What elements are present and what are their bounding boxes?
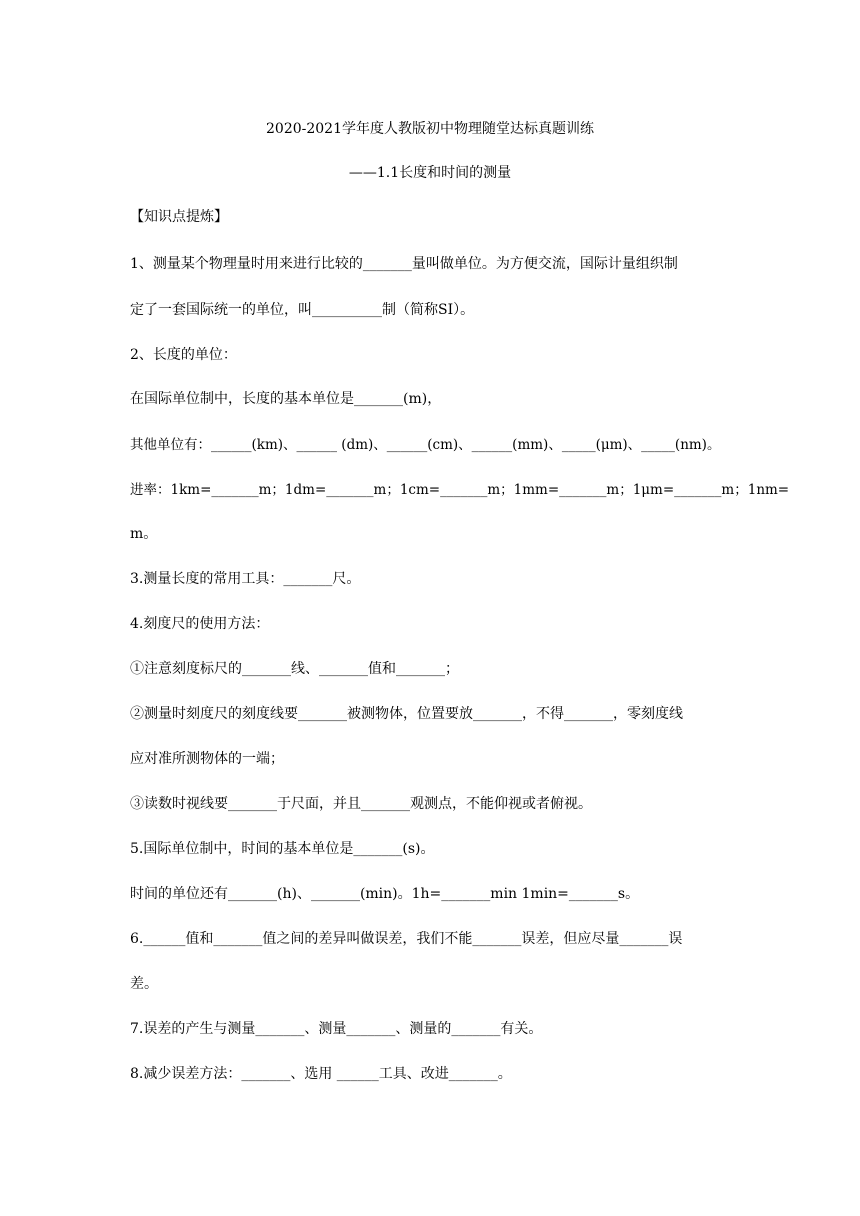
text-line: 2、长度的单位： — [130, 347, 237, 363]
text-line: 在国际单位制中，长度的基本单位是_______(m)， — [130, 391, 442, 407]
text-line: 差。 — [130, 976, 158, 992]
text-line: 进率：1km=_______m；1dm=_______m；1cm=_______m；1mm=_______m；1μm=_______m；1nm= — [130, 482, 790, 498]
text-line: 时间的单位还有_______(h)、_______(min)。1h=_______min 1min=_______s。 — [130, 886, 640, 902]
text-line: 1、测量某个物理量时用来进行比较的_______量叫做单位。为方便交流，国际计量组织制 — [130, 256, 678, 272]
text-line: m。 — [130, 526, 158, 542]
text-line: 8.减少误差方法：_______、选用 ______工具、改进_______。 — [130, 1066, 512, 1082]
text-line: ②测量时刻度尺的刻度线要_______被测物体，位置要放_______，不得_______，零刻度线 — [130, 706, 683, 722]
section-heading: 【知识点提炼】 — [130, 209, 228, 225]
text-line: 其他单位有：______(km)、______ (dm)、______(cm)、______(mm)、_____(μm)、_____(nm)。 — [130, 437, 721, 453]
text-line: 4.刻度尺的使用方法： — [130, 616, 270, 632]
text-line: ①注意刻度标尺的_______线、_______值和_______； — [130, 661, 459, 677]
text-line: 7.误差的产生与测量_______、测量_______、测量的_______有关。 — [130, 1021, 543, 1037]
document-title: 2020-2021学年度人教版初中物理随堂达标真题训练 — [266, 121, 594, 137]
text-line: 6.______值和_______值之间的差异叫做误差，我们不能_______误差，但应尽量_______误 — [130, 931, 683, 947]
document-subtitle: ——1.1长度和时间的测量 — [348, 165, 512, 181]
text-line: 5.国际单位制中，时间的基本单位是_______(s)。 — [130, 841, 435, 857]
text-line: 3.测量长度的常用工具：_______尺。 — [130, 571, 361, 587]
text-line: 应对准所测物体的一端； — [130, 751, 284, 767]
text-line: ③读数时视线要_______于尺面，并且_______观测点，不能仰视或者俯视。 — [130, 796, 592, 812]
text-line: 定了一套国际统一的单位，叫__________制（简称SI）。 — [130, 302, 475, 318]
